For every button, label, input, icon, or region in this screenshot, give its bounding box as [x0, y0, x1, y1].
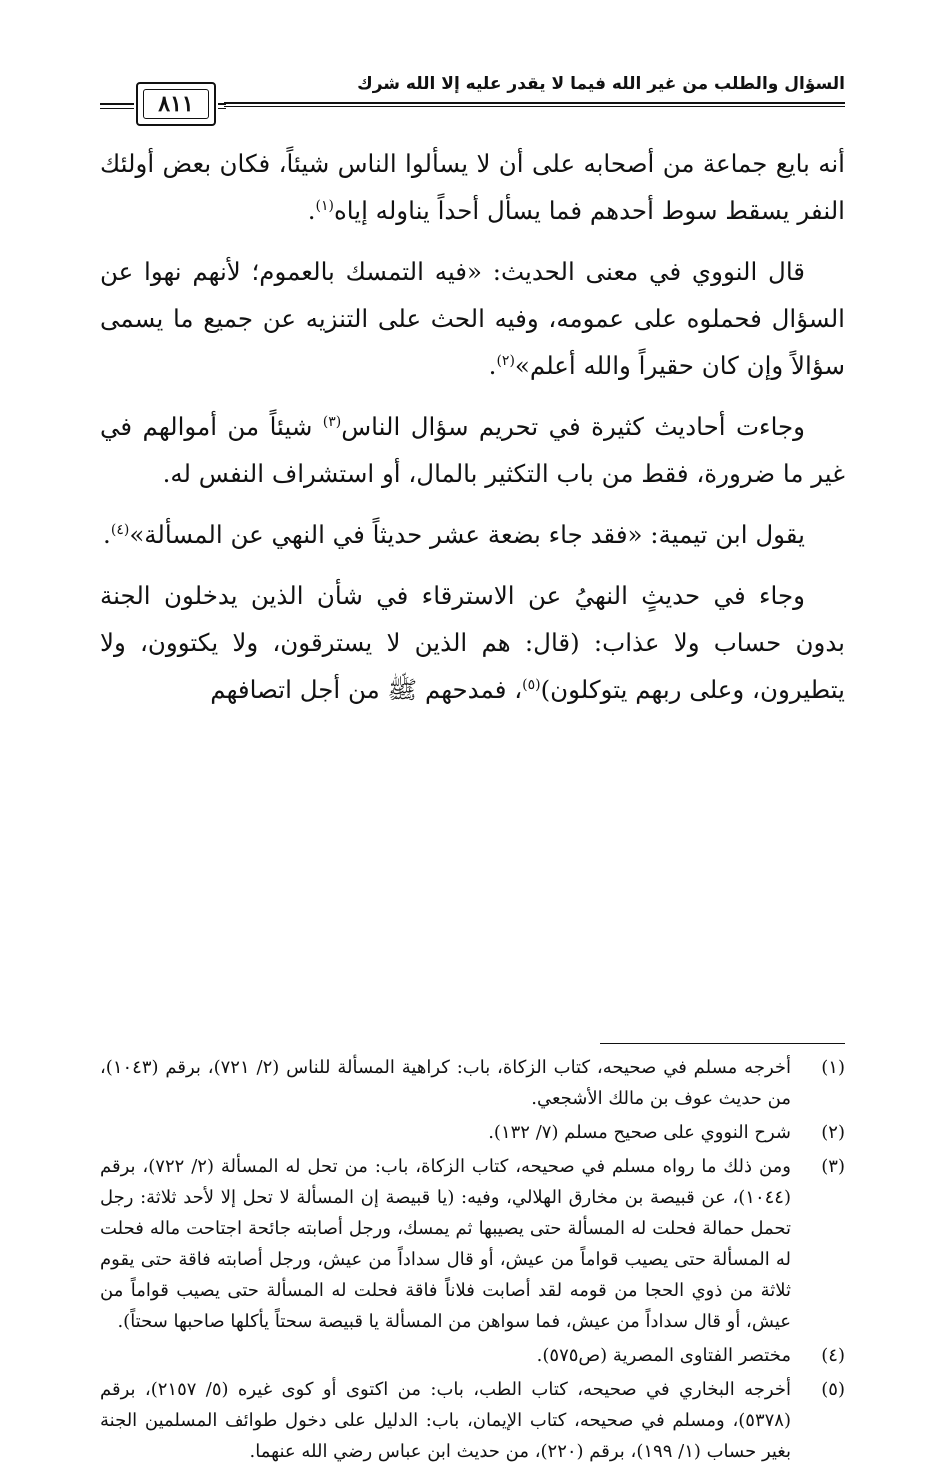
footnote-text: شرح النووي على صحيح مسلم (٧/ ١٣٢). [488, 1122, 791, 1143]
footnote-separator [600, 1043, 845, 1044]
footnote-text: أخرجه مسلم في صحيحه، كتاب الزكاة، باب: كراهية المسألة للناس (٢/ ٧٢١)، برقم (١٠٤٣)، من حديث عوف بن مالك الأشجعي. [100, 1057, 792, 1109]
paragraph-3 [100, 403, 845, 497]
frame-line [100, 103, 134, 105]
paragraph-text: ، فمدحهم ﷺ من أجل اتصافهم [210, 675, 523, 704]
footnotes [100, 1052, 845, 1470]
footnote-ref[interactable]: (٤) [110, 521, 130, 538]
footnote-item [100, 1151, 845, 1337]
footnote-number: (٢) [821, 1122, 845, 1143]
paragraph-end: . [103, 520, 111, 549]
page-number-inner-frame [143, 89, 209, 119]
footnote-item [100, 1374, 845, 1467]
page-header [100, 70, 845, 132]
paragraph-text: وجاء في حديثٍ النهيُ عن الاسترقاء في شأن الذين يدخلون الجنة بدون حساب ولا عذاب: (قال: هم الذين لا يسترقون، ولا يكتوون، ولا يتطيرون، وعلى ربهم يتوكلون) [100, 581, 845, 704]
paragraph-1 [100, 140, 845, 234]
paragraph-end: . [488, 351, 497, 380]
footnote-number: (٣) [821, 1156, 845, 1177]
footnote-item [100, 1340, 845, 1371]
paragraph-2 [100, 248, 845, 389]
footnote-number: (١) [821, 1057, 845, 1078]
running-title: السؤال والطلب من غير الله فيما لا يقدر عليه إلا الله شرك [357, 74, 845, 94]
footnote-text: ومن ذلك ما رواه مسلم في صحيحه، كتاب الزكاة، باب: من تحل له المسألة (٢/ ٧٢٢)، برقم (١٠٤٤)، عن قبيصة بن مخارق الهلالي، وفيه: (يا قبيصة إن المسألة لا تحل إلا لأحد ثلاثة: رجل تحمل حمالة فحلت له المسألة حتى يصيبها ثم يمسك، ورجل أصابته جائحة اجتاحت ماله فحلت له المسألة حتى يصيب قواماً من عيش، أو قال سداداً من عيش، ورجل أصابته فاقة حتى يقوم ثلاثة من ذوي الحجا من قومه لقد أصابت فلاناً فاقة فحلت له المسألة حتى يصيب قواماً من عيش، أو قال سداداً من عيش، فما سواهن من المسألة يا قبيصة سحتاً يأكلها صاحبها سحتاً). [100, 1156, 791, 1332]
footnote-item [100, 1052, 845, 1114]
paragraph-text: شيئاً من أموالهم في غير ما ضرورة، فقط من باب التكثير بالمال، أو استشراف النفس له. [100, 412, 845, 488]
frame-line [218, 108, 226, 109]
paragraph-end: . [307, 196, 316, 225]
paragraph-text: قال النووي في معنى الحديث: «فيه التمسك بالعموم؛ لأنهم نهوا عن السؤال فحملوه على عمومه، وفيه الحث على التنزيه عن جميع ما يسمى سؤالاً وإن كان حقيراً والله أعلم» [100, 257, 845, 380]
frame-line [218, 103, 226, 105]
footnote-item [100, 1117, 845, 1148]
page-number-frame [136, 82, 216, 126]
footnote-ref[interactable]: (٣) [322, 413, 342, 430]
page-number: ٨١١ [158, 91, 194, 117]
footnote-number: (٤) [821, 1345, 845, 1366]
paragraph-text: يقول ابن تيمية: «فقد جاء بضعة عشر حديثاً في النهي عن المسألة» [129, 520, 805, 549]
paragraph-4 [100, 511, 845, 558]
paragraph-5 [100, 572, 845, 713]
frame-line [100, 108, 134, 109]
header-rule [224, 102, 845, 107]
footnote-number: (٥) [821, 1379, 845, 1400]
paragraph-text: أنه بايع جماعة من أصحابه على أن لا يسألوا الناس شيئاً، فكان بعض أولئك النفر يسقط سوط أحدهم فما يسأل أحداً يناوله إياه [100, 149, 845, 225]
footnote-text: مختصر الفتاوى المصرية (ص٥٧٥). [536, 1345, 791, 1366]
footnote-ref[interactable]: (١) [315, 197, 334, 214]
footnote-text: أخرجه البخاري في صحيحه، كتاب الطب، باب: من اكتوى أو كوى غيره (٥/ ٢١٥٧)، برقم (٥٣٧٨)، ومسلم في صحيحه، كتاب الإيمان، باب: الدليل على دخول طوائف المسلمين الجنة بغير حساب (١/ ١٩٩)، برقم (٢٢٠)، من حديث ابن عباس رضي الله عنهما. [100, 1379, 791, 1462]
footnote-ref[interactable]: (٢) [496, 352, 515, 369]
footnote-ref[interactable]: (٥) [522, 676, 541, 693]
paragraph-text: وجاءت أحاديث كثيرة في تحريم سؤال الناس [341, 412, 806, 441]
main-text [100, 140, 845, 727]
